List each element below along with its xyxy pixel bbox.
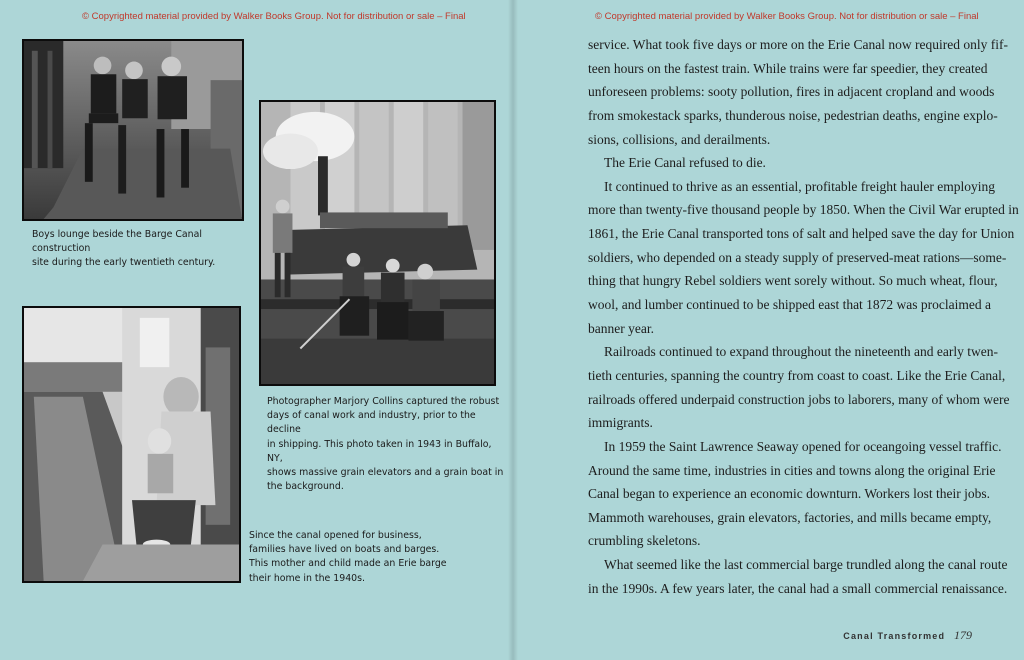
text-line: crumbling skeletons. (588, 533, 701, 549)
copyright-notice-left: © Copyrighted material provided by Walker Books Group. Not for distribution or sale – Final (82, 11, 466, 22)
caption-line: in shipping. This photo taken in 1943 in Buffalo, NY, (267, 438, 492, 464)
caption-line: families have lived on boats and barges. (249, 544, 440, 556)
text-line: immigrants. (588, 415, 653, 431)
text-line: Around the same time, industries in cities and towns along the original Erie (588, 462, 996, 478)
text-line: 1861, the Erie Canal transported tons of salt and helped save the day for Union (588, 226, 1015, 242)
caption-line: their home in the 1940s. (249, 572, 365, 584)
text-line: In 1959 the Saint Lawrence Seaway opened for oceangoing vessel traffic. (604, 438, 1002, 454)
caption-boys (32, 228, 252, 271)
caption-line: the background. (267, 481, 344, 493)
caption-line: This mother and child made an Erie barge (249, 558, 447, 570)
caption-line: Since the canal opened for business, (249, 530, 422, 541)
text-line: What seemed like the last commercial barge trundled along the canal route (604, 557, 1008, 573)
text-line: It continued to thrive as an essential, profitable freight hauler employing (604, 178, 996, 194)
text-line: Railroads continued to expand throughout the nineteenth and early twen- (604, 344, 999, 360)
photo-buffalo-grain-elevators (259, 100, 496, 386)
text-line: unforeseen problems: sooty pollution, fires in adjacent cropland and woods (588, 84, 995, 100)
text-line: more than twenty-five thousand people by 1850. When the Civil War erupted in (588, 202, 1019, 218)
page-footer (843, 628, 972, 643)
caption-line: Photographer Marjory Collins captured the robust (267, 396, 500, 407)
caption-marjory-collins (267, 395, 507, 494)
caption-line: site during the early twentieth century. (32, 257, 216, 269)
text-line: railroads offered underpaid construction jobs to laborers, many of whom were (588, 391, 1010, 407)
text-line: from smokestack sparks, thunderous noise, pedestrian deaths, engine explo- (588, 107, 998, 123)
text-line: The Erie Canal refused to die. (604, 155, 766, 171)
caption-families-barges (249, 529, 489, 586)
text-line: sions, collisions, and derailments. (588, 131, 771, 147)
text-line: tieth centuries, spanning the country from coast to coast. Like the Erie Canal, (588, 367, 1006, 383)
photo-boys-canal-site (22, 39, 244, 221)
text-line: in the 1990s. A few years later, the canal had a small commercial renaissance. (588, 580, 1008, 596)
caption-line: shows massive grain elevators and a grain boat in (267, 467, 504, 479)
copyright-notice-right: © Copyrighted material provided by Walker Books Group. Not for distribution or sale – Final (595, 11, 979, 22)
text-line: teen hours on the fastest train. While trains were far speedier, they created (588, 60, 988, 76)
page-gutter (508, 0, 518, 660)
caption-line: days of canal work and industry, prior to the decline (267, 410, 476, 436)
running-head: Canal Transformed (843, 631, 946, 641)
text-line: banner year. (588, 320, 654, 336)
body-text (588, 33, 1019, 600)
text-line: Mammoth warehouses, grain elevators, factories, and mills became empty, (588, 509, 992, 525)
text-line: wool, and lumber continued to be shipped east that 1872 was proclaimed a (588, 297, 992, 313)
photo-mother-child-barge (22, 306, 241, 583)
text-line: thing that hungry Rebel soldiers went sorely without. So much wheat, flour, (588, 273, 998, 289)
text-line: Canal began to experience an economic downturn. Workers lost their jobs. (588, 486, 991, 502)
caption-line: Boys lounge beside the Barge Canal construction (32, 229, 202, 255)
text-line: soldiers, who depended on a steady supply of preserved-meat rations—some- (588, 249, 1007, 265)
page-number: 179 (954, 628, 972, 642)
text-line: service. What took five days or more on the Erie Canal now required only fif- (588, 37, 1008, 52)
